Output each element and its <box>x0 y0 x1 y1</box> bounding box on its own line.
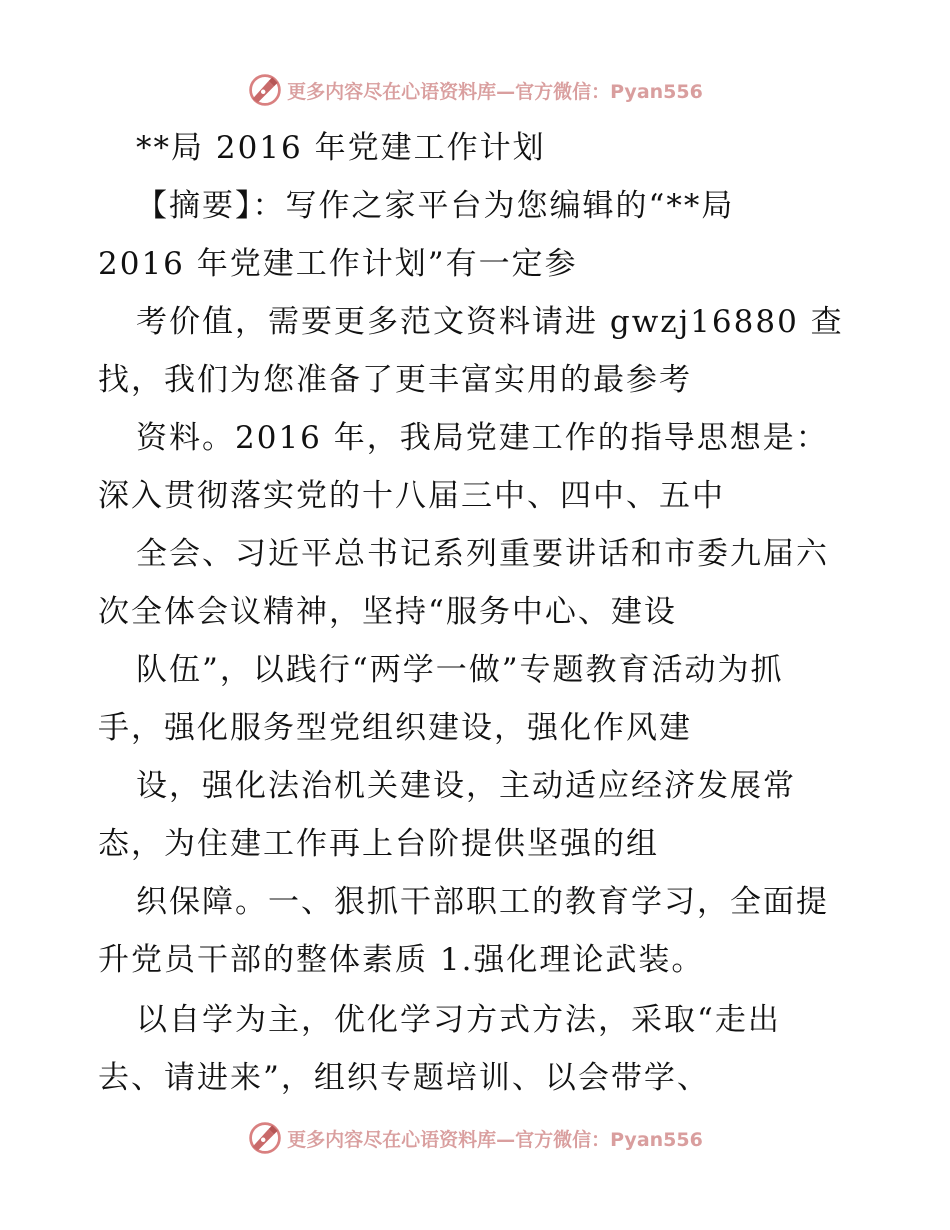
footer-watermark <box>0 1118 950 1158</box>
text-line: 队伍”，以践行“两学一做”专题教育活动为抓 <box>136 652 784 688</box>
text-line: 考价值，需要更多范文资料请进 gwzj16880 查 <box>136 304 844 340</box>
watermark-text: 更多内容尽在心语资料库—官方微信：Pyan556 <box>287 80 703 103</box>
text-line: 次全体会议精神，坚持“服务中心、建设 <box>98 594 677 630</box>
pen-nib-logo-icon <box>247 1120 283 1156</box>
text-line: 2016 年党建工作计划”有一定参 <box>98 246 578 282</box>
text-line: 织保障。一、狠抓干部职工的教育学习，全面提 <box>136 884 829 920</box>
text-line: 找，我们为您准备了更丰富实用的最参考 <box>98 362 692 398</box>
text-line: 全会、习近平总书记系列重要讲话和市委九届六 <box>136 536 829 572</box>
text-line: 态，为住建工作再上台阶提供坚强的组 <box>98 826 659 862</box>
text-line: 手，强化服务型党组织建设，强化作风建 <box>98 710 692 746</box>
text-line: 去、请进来”，组织专题培训、以会带学、 <box>98 1060 710 1096</box>
text-line: 深入贯彻落实党的十八届三中、四中、五中 <box>98 478 725 514</box>
text-line: 以自学为主，优化学习方式方法，采取“走出 <box>136 1002 781 1038</box>
text-line: 升党员干部的整体素质 1.强化理论武装。 <box>98 942 705 978</box>
watermark-text: 更多内容尽在心语资料库—官方微信：Pyan556 <box>287 1128 703 1151</box>
document-title: **局 2016 年党建工作计划 <box>136 130 546 166</box>
text-line: 【摘要】：写作之家平台为您编辑的“**局 <box>136 188 735 224</box>
text-line: 资料。2016 年，我局党建工作的指导思想是： <box>136 420 829 456</box>
text-line: 设，强化法治机关建设，主动适应经济发展常 <box>136 768 796 804</box>
